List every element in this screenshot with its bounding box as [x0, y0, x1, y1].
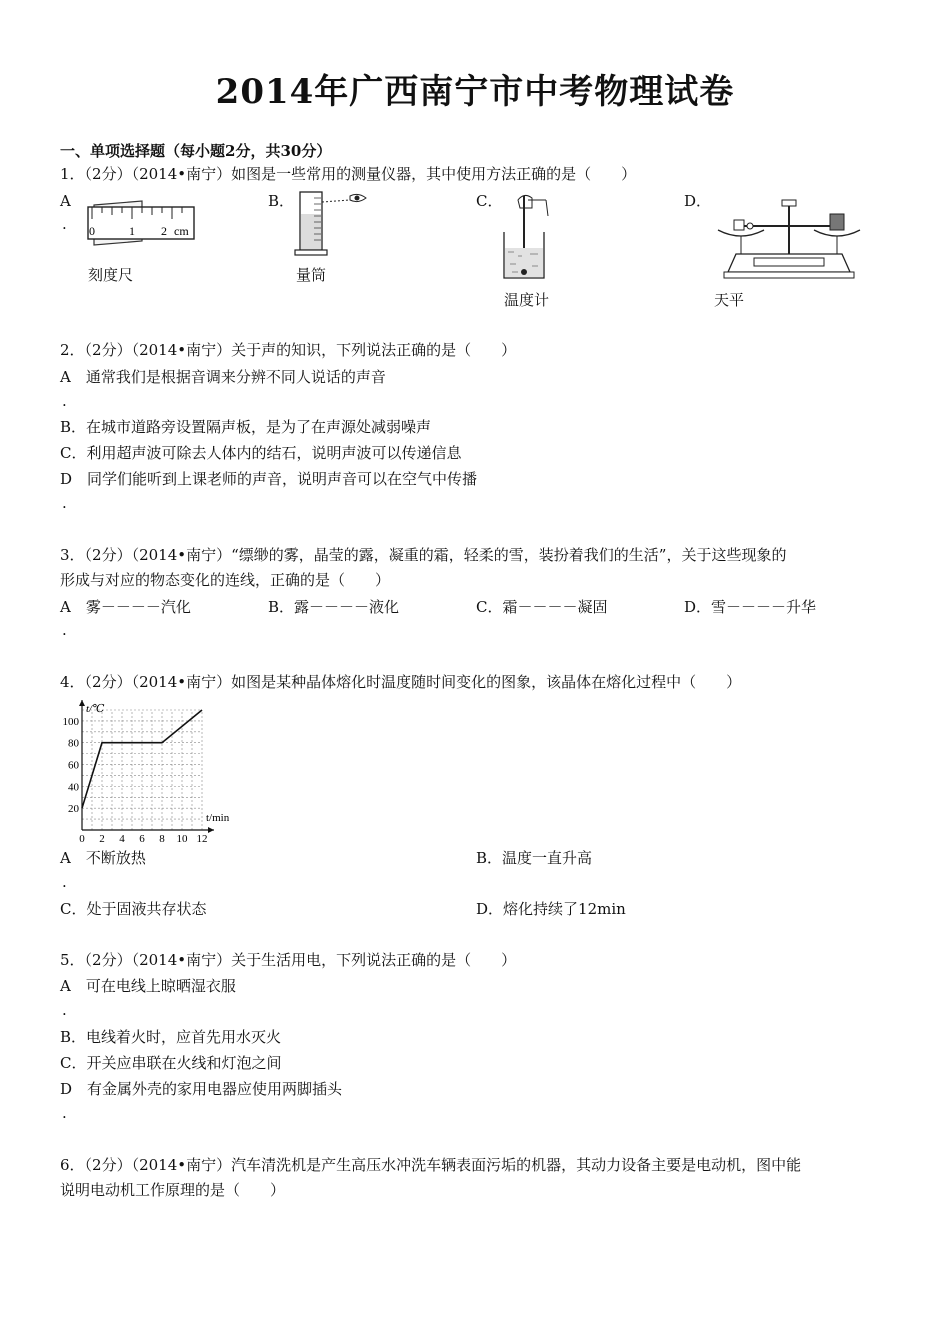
- section-heading: 一、单项选择题（每小题2分，共30分）: [60, 142, 332, 160]
- q1-stem: 1．（2分）（2014•南宁）如图是一些常用的测量仪器，其中使用方法正确的是（ ）: [60, 165, 637, 183]
- y-tick-label: 40: [68, 781, 79, 794]
- q4-option-d: D．熔化持续了12min: [476, 900, 626, 918]
- q5-option-d: D 有金属外壳的家用电器应使用两脚插头: [60, 1080, 343, 1098]
- q1-option-a: A: [60, 192, 71, 210]
- y-tick-label: 60: [68, 759, 79, 772]
- q1-caption-ruler: 刻度尺: [88, 266, 134, 284]
- q1-caption-balance: 天平: [714, 291, 745, 309]
- y-tick-label: 100: [62, 715, 79, 728]
- x-tick-label: 10: [176, 833, 188, 844]
- q2-option-a: A 通常我们是根据音调来分辨不同人说话的声音: [60, 368, 386, 386]
- q3-option-a: A 雾－－－－汽化: [60, 598, 191, 616]
- q2-option-c: C．利用超声波可除去人体内的结石，说明声波可以传递信息: [60, 444, 462, 462]
- q3-option-a-dot: .: [62, 621, 67, 639]
- q6-stem-line2: 说明电动机工作原理的是（ ）: [60, 1181, 286, 1199]
- q3-option-c: C．霜－－－－凝固: [476, 598, 608, 616]
- x-tick-label: 12: [196, 833, 208, 844]
- q1-option-c: C．: [476, 192, 503, 210]
- q5-option-a-dot: .: [62, 1001, 67, 1019]
- ruler-label-2: 2: [161, 224, 167, 238]
- page-title: 2014年广西南宁市中考物理试卷: [215, 72, 735, 112]
- q1-caption-thermometer: 温度计: [504, 291, 550, 309]
- x-tick-label: 2: [99, 833, 105, 844]
- q2-option-d: D 同学们能听到上课老师的声音，说明声音可以在空气中传播: [60, 470, 478, 488]
- q4-option-a: A 不断放热: [60, 849, 146, 867]
- q3-stem-line1: 3．（2分）（2014•南宁）“缥缈的雾，晶莹的露，凝重的霜，轻柔的雪，装扮着我们的生活”，关于这些现象的: [60, 546, 787, 564]
- q1-caption-cylinder: 量筒: [296, 266, 327, 284]
- melting-curve-chart: [58, 700, 238, 844]
- q3-option-d: D．雪－－－－升华: [684, 598, 817, 616]
- q1-option-b: B．: [268, 192, 295, 210]
- q2-option-b: B．在城市道路旁设置隔声板，是为了在声源处减弱噪声: [60, 418, 432, 436]
- x-axis-arrow: [208, 827, 214, 833]
- q6-stem-line1: 6．（2分）（2014•南宁）汽车清洗机是产生高压水冲洗车辆表面污垢的机器，其动力设备主要是电动机，图中能: [60, 1156, 802, 1174]
- q1-option-d: D．: [684, 192, 712, 210]
- q5-option-c: C．开关应串联在火线和灯泡之间: [60, 1054, 282, 1072]
- q4-stem: 4．（2分）（2014•南宁）如图是某种晶体熔化时温度随时间变化的图象，该晶体在熔化过程中（ ）: [60, 673, 742, 691]
- ruler-label-cm: cm: [174, 224, 189, 238]
- graduated-cylinder-figure: [292, 188, 370, 260]
- x-tick-label: 8: [159, 833, 165, 844]
- q5-option-a: A 可在电线上晾晒湿衣服: [60, 977, 236, 995]
- q4-option-b: B．温度一直升高: [476, 849, 593, 867]
- q5-stem: 5．（2分）（2014•南宁）关于生活用电，下列说法正确的是（ ）: [60, 951, 517, 969]
- chart-xlabel: t/min: [206, 812, 230, 824]
- q4-option-a-dot: .: [62, 873, 67, 891]
- y-axis-arrow: [79, 700, 85, 706]
- q5-option-b: B．电线着火时，应首先用水灭火: [60, 1028, 282, 1046]
- balance-figure: [714, 196, 864, 280]
- x-tick-label: 0: [79, 833, 85, 844]
- q1-option-a-dot: .: [62, 215, 67, 233]
- q3-option-b: B．露－－－－液化: [268, 598, 400, 616]
- ruler-figure: [86, 193, 198, 249]
- thermometer-figure: [498, 192, 558, 284]
- x-tick-label: 4: [119, 833, 125, 844]
- q4-option-c: C．处于固液共存状态: [60, 900, 207, 918]
- y-tick-label: 80: [68, 737, 79, 750]
- q2-option-d-dot: .: [62, 494, 67, 512]
- q5-option-d-dot: .: [62, 1104, 67, 1122]
- chart-ylabel: t/℃: [86, 703, 105, 715]
- ruler-label-1: 1: [129, 224, 135, 238]
- q2-option-a-dot: .: [62, 392, 67, 410]
- ruler-label-0: 0: [89, 224, 95, 238]
- x-tick-label: 6: [139, 833, 145, 844]
- q3-stem-line2: 形成与对应的物态变化的连线，正确的是（ ）: [60, 571, 391, 589]
- q2-stem: 2．（2分）（2014•南宁）关于声的知识，下列说法正确的是（ ）: [60, 341, 517, 359]
- y-tick-label: 20: [68, 803, 79, 816]
